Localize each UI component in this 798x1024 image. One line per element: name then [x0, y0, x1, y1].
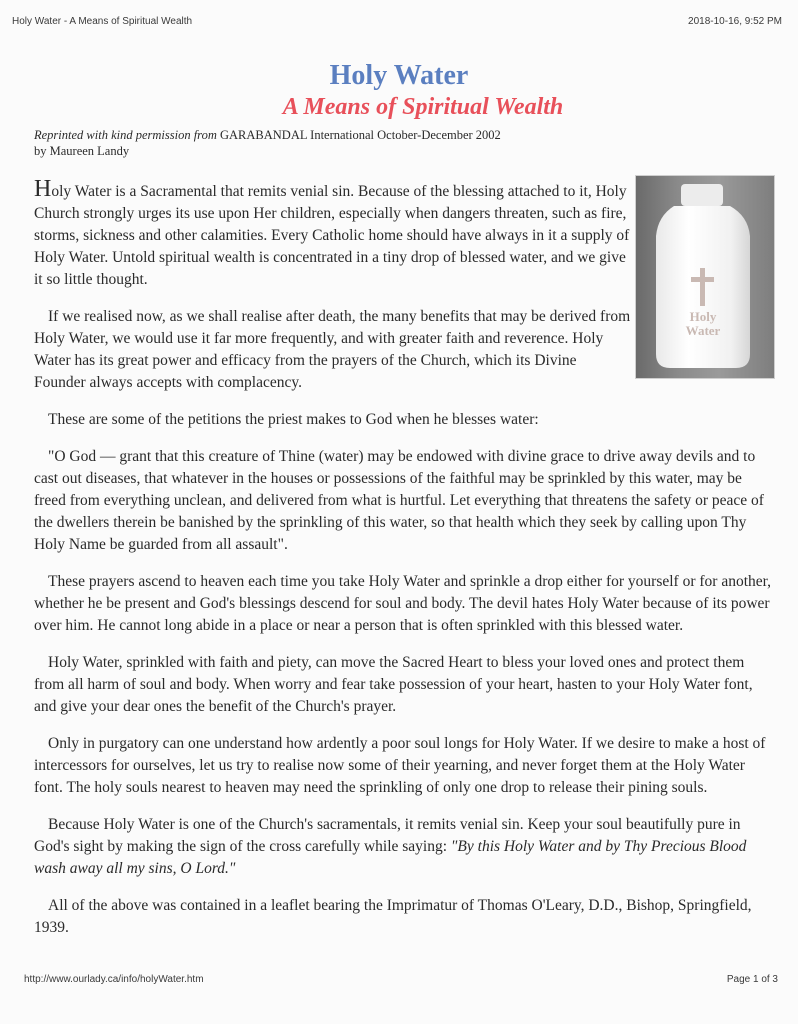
reprint-prefix: Reprinted with kind permission from — [34, 128, 217, 142]
article-subtitle: A Means of Spiritual Wealth — [282, 94, 564, 120]
article-body — [34, 178, 774, 954]
page-url-link[interactable]: http://www.ourlady.ca/info/holyWater.htm — [24, 974, 204, 985]
reprint-credit — [34, 127, 501, 143]
paragraph-8 — [34, 814, 774, 880]
paragraph-2: If we realised now, as we shall realise after death, the many benefits that may be derived from Holy Water, we would use it far more frequently, and with greater faith and reverence. Holy Water has its great power and efficacy from the prayers of the Church, which its Divine Founder always accepts with complacency. — [34, 308, 631, 391]
paragraph-4-prayer: "O God — grant that this creature of Thine (water) may be endowed with divine grace to drive away devils and to cast out diseases, that whatever in the houses or possessions of the faithful may be sprinkled by this water, may be freed from everything unclean, and delivered from what is hurtful. Let everything that threatens the safety or peace of the dwellers therein be banished by the sprinkling of this water, so that health which they seek by calling upon Thy Holy Name be guarded from all assault". — [34, 448, 764, 553]
paragraph-8-quote: "By this Holy Water and by Thy Precious Blood wash away all my sins, O Lord." — [34, 838, 747, 877]
page-header-title: Holy Water - A Means of Spiritual Wealth — [12, 16, 193, 27]
reprint-source: GARABANDAL International October-December 2002 — [220, 128, 501, 142]
paragraph-6: Holy Water, sprinkled with faith and piety, can move the Sacred Heart to bless your loved ones and protect them from all harm of soul and body. When worry and fear take possession of your heart, hasten to your Holy Water font, and give your dear ones the benefit of the Church's prayer. — [34, 654, 753, 715]
page-header-timestamp: 2018-10-16, 9:52 PM — [688, 16, 782, 27]
paragraph-7: Only in purgatory can one understand how ardently a poor soul longs for Holy Water. If we desire to make a host of intercessors for ourselves, let us try to realise now some of their yearning, and never forget them at the Holy Water font. The holy souls nearest to heaven may need the sprinkling of only one drop to release their pining souls. — [34, 735, 766, 796]
paragraph-9: All of the above was contained in a leaflet bearing the Imprimatur of Thomas O'Leary, D.D., Bishop, Springfield, 1939. — [34, 897, 752, 936]
article-title: Holy Water — [329, 60, 469, 91]
paragraph-5: These prayers ascend to heaven each time you take Holy Water and sprinkle a drop either for yourself or for another, whether he be present and God's blessings descend for soul and body. The devil hates Holy Water because of its power over him. He cannot long abide in a place or near a person that is often sprinkled with this blessed water. — [34, 573, 772, 634]
bottle-label-line2: Water — [685, 323, 721, 338]
paragraph-1 — [34, 178, 632, 291]
drop-cap: H — [34, 176, 52, 202]
bottle-label-line1: Holy — [689, 309, 717, 324]
paragraph-8-text: Because Holy Water is one of the Church's sacramentals, it remits venial sin. Keep your soul beautifully pure in God's sight by making the sign of the cross carefully while saying: — [34, 816, 741, 855]
page-number: Page 1 of 3 — [726, 974, 778, 985]
byline: by Maureen Landy — [34, 144, 130, 158]
paragraph-3: These are some of the petitions the priest makes to God when he blesses water: — [48, 411, 539, 428]
paragraph-1-text: oly Water is a Sacramental that remits venial sin. Because of the blessing attached to it, Holy Church strongly urges its use upon Her children, especially when dangers threaten, such as fire, storms, sickness and other calamities. Every Catholic home should have always in it a supply of Holy Water. Untold spiritual wealth is concentrated in a tiny drop of blessed water, and we give it so little thought. — [34, 183, 630, 288]
